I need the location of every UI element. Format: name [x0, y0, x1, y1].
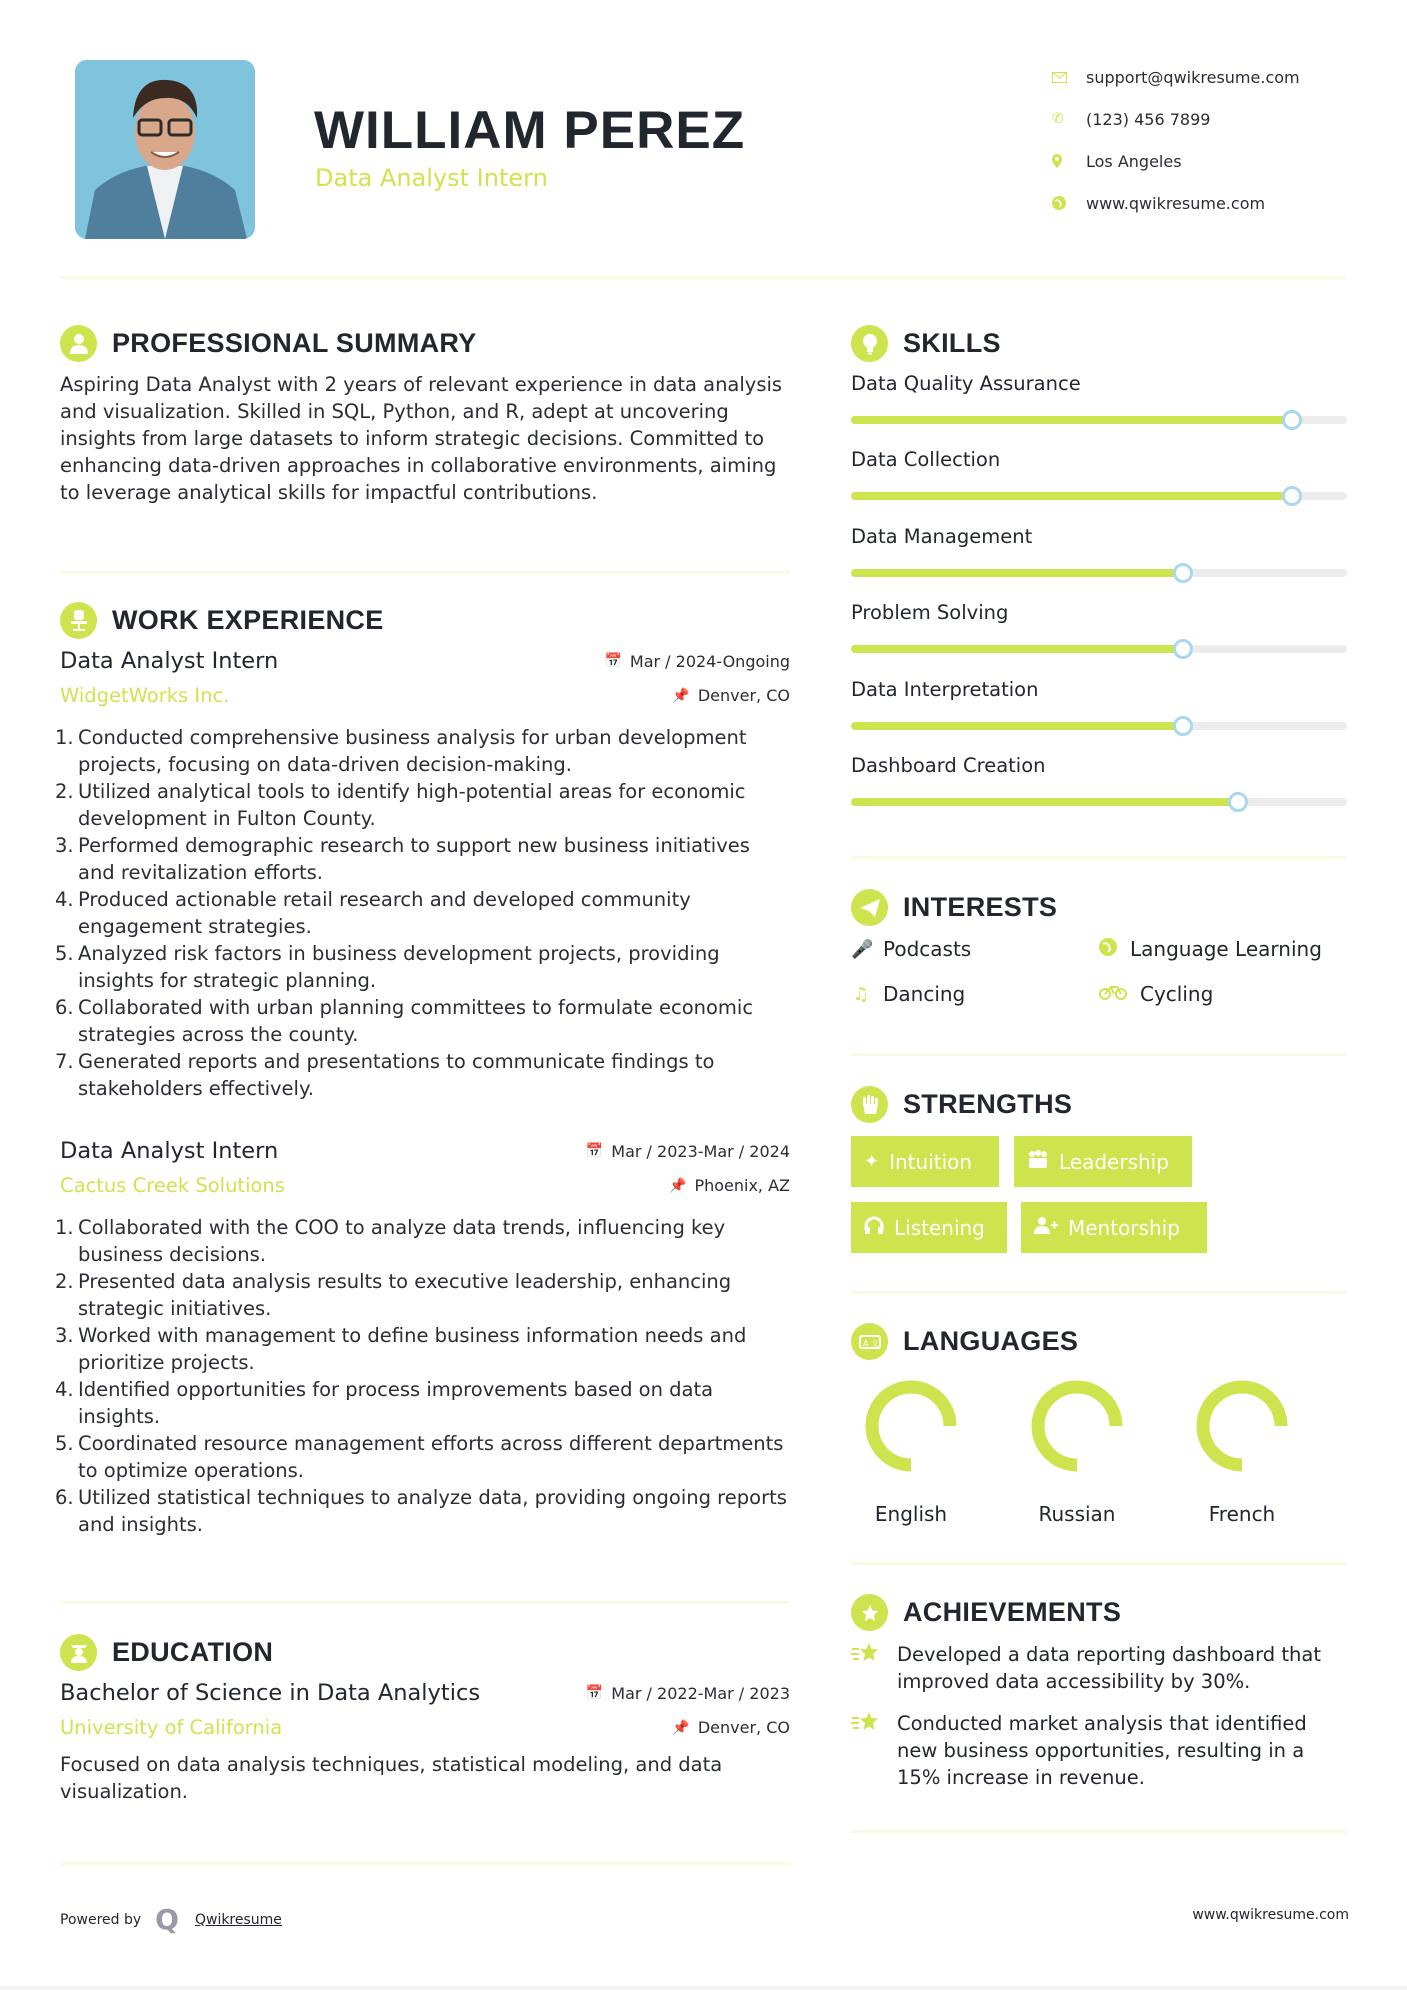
duty-item: 3. Performed demographic research to support new business initiatives and revitalization efforts.	[55, 834, 750, 884]
section-divider	[851, 1830, 1347, 1833]
achievement-item	[851, 1710, 1351, 1791]
graduate-icon	[60, 1634, 97, 1671]
section-divider	[851, 856, 1347, 859]
duty-item: 7. Generated reports and presentations to communicate findings to stakeholders effectively.	[55, 1050, 715, 1100]
skill-thumb[interactable]	[1282, 410, 1302, 430]
pushpin-icon: 📌	[672, 687, 690, 704]
calendar-icon: 📅	[585, 1143, 604, 1159]
skill-fill	[851, 569, 1183, 577]
skill-name: Data Quality Assurance	[851, 372, 1081, 395]
language-name: English	[874, 1502, 948, 1526]
contact-phone-text: (123) 456 7899	[1086, 109, 1211, 129]
skill-name: Data Interpretation	[851, 678, 1039, 701]
education-date-text: Mar / 2022-Mar / 2023	[611, 1683, 790, 1703]
office-chair-icon	[60, 602, 97, 639]
person-photo-icon	[75, 60, 255, 239]
job-entry-2	[55, 1138, 790, 1538]
duty-item: 4. Produced actionable retail research and developed community engagement strategies.	[55, 888, 691, 938]
footer-website[interactable]: www.qwikresume.com	[1192, 1907, 1349, 1923]
footer-powered-by	[60, 1903, 282, 1936]
achievement-text: Developed a data reporting dashboard that improved data accessibility by 30%.	[897, 1643, 1321, 1693]
skill-item	[851, 678, 1347, 730]
strength-chip	[851, 1136, 999, 1187]
contact-email-text: support@qwikresume.com	[1086, 67, 1300, 87]
education-date	[586, 1684, 790, 1703]
interest-item	[1098, 937, 1322, 961]
star-icon	[851, 1710, 897, 1791]
language-item	[1017, 1378, 1137, 1526]
duty-item: 2. Utilized analytical tools to identify high-potential areas for economic development in Fulton County.	[55, 780, 746, 830]
language-name: Russian	[1038, 1502, 1116, 1526]
section-title: STRENGTHS	[903, 1089, 1073, 1119]
section-divider	[60, 571, 790, 574]
section-divider	[851, 1562, 1347, 1565]
duty-item: 5. Analyzed risk factors in business development projects, providing insights for strategic planning.	[55, 942, 720, 992]
skill-slider[interactable]	[851, 645, 1347, 653]
contact-location	[1052, 140, 1300, 182]
header-divider	[60, 276, 1347, 279]
page-bottom-edge	[0, 1986, 1407, 1990]
strength-chip	[1021, 1202, 1207, 1253]
strength-label: Leadership	[1059, 1149, 1169, 1174]
section-title: EDUCATION	[112, 1637, 274, 1667]
duty-item: 6. Utilized statistical techniques to analyze data, providing ongoing reports and insights.	[55, 1486, 787, 1536]
star-badge-icon	[851, 1594, 888, 1631]
strength-label: Mentorship	[1068, 1215, 1180, 1240]
pushpin-icon: 📌	[669, 1177, 687, 1194]
skill-fill	[851, 492, 1292, 500]
job-title: Data Analyst Intern	[60, 648, 279, 674]
interest-item	[1098, 982, 1213, 1006]
skill-item	[851, 448, 1347, 500]
contact-website-text: www.qwikresume.com	[1086, 193, 1266, 213]
section-heading-education	[60, 1634, 273, 1671]
duty-item: 4. Identified opportunities for process improvements based on data insights.	[55, 1378, 714, 1428]
phone-icon: ✆	[1052, 111, 1064, 127]
interest-label: Dancing	[883, 982, 966, 1006]
skill-name: Problem Solving	[851, 601, 1009, 624]
section-title: SKILLS	[903, 328, 1001, 358]
skill-fill	[851, 416, 1292, 424]
section-title: ACHIEVEMENTS	[903, 1597, 1122, 1627]
language-ring	[1029, 1378, 1125, 1474]
powered-by-label: Powered by	[60, 1911, 142, 1928]
skill-fill	[851, 798, 1238, 806]
skill-slider[interactable]	[851, 722, 1347, 730]
duty-item: 6. Collaborated with urban planning committees to formulate economic strategies across the county.	[55, 996, 754, 1046]
section-heading-languages	[851, 1323, 1078, 1360]
interest-label: Podcasts	[883, 937, 972, 961]
qwikresume-logo-icon: Q	[155, 1903, 179, 1936]
candidate-role: Data Analyst Intern	[315, 164, 548, 192]
microphone-icon: 🎤	[851, 938, 874, 960]
skill-name: Data Collection	[851, 448, 1001, 471]
calendar-icon: 📅	[604, 653, 622, 669]
svg-text:文: 文	[870, 1338, 879, 1348]
job-date	[604, 652, 790, 671]
music-note-icon: ♫	[852, 983, 870, 1005]
education-description: Focused on data analysis techniques, statistical modeling, and data visualization.	[60, 1753, 723, 1803]
magic-wand-icon: ✦	[864, 1151, 880, 1172]
contact-website[interactable]	[1052, 182, 1300, 224]
translate-icon	[851, 1323, 888, 1360]
skill-item	[851, 601, 1347, 653]
calendar-icon: 📅	[585, 1685, 604, 1701]
degree-title: Bachelor of Science in Data Analytics	[60, 1680, 481, 1706]
language-item	[851, 1378, 971, 1526]
job-date-text: Mar / 2023-Mar / 2024	[611, 1141, 790, 1161]
achievement-item	[851, 1641, 1351, 1695]
job-entry-1	[55, 648, 790, 1102]
bicycle-icon	[1098, 984, 1128, 1005]
strength-label: Intuition	[889, 1149, 973, 1174]
strength-chip	[1014, 1136, 1192, 1187]
duty-item: 3. Worked with management to define business information needs and prioritize projects.	[55, 1324, 747, 1374]
school-name: University of California	[60, 1716, 283, 1739]
duties-list	[55, 1214, 790, 1538]
fist-icon	[851, 1086, 888, 1123]
job-location	[672, 686, 790, 705]
lightbulb-icon	[851, 325, 888, 362]
section-heading-summary	[60, 325, 477, 362]
section-divider	[60, 1862, 790, 1865]
candidate-name: WILLIAM PEREZ	[314, 101, 746, 160]
language-name: French	[1208, 1502, 1276, 1526]
skill-slider[interactable]	[851, 569, 1347, 577]
strength-label: Listening	[894, 1215, 985, 1240]
job-location-text: Phoenix, AZ	[694, 1176, 790, 1195]
globe-icon	[1098, 938, 1118, 961]
skill-thumb[interactable]	[1173, 716, 1193, 736]
group-icon	[1027, 1150, 1049, 1173]
job-title: Data Analyst Intern	[60, 1138, 279, 1164]
qwikresume-link[interactable]: Qwikresume	[194, 1911, 282, 1928]
section-title: WORK EXPERIENCE	[112, 605, 384, 635]
summary-text: Aspiring Data Analyst with 2 years of relevant experience in data analysis and visualization. Skilled in SQL, Python, and R, adept at uncovering insights from large datasets to inform strategic decisions. Committed to enhancing data-driven approaches in collaborative environments, aiming to leverage analytical skills for impactful contributions.	[60, 373, 783, 504]
section-divider	[851, 1053, 1347, 1056]
paper-plane-icon	[851, 889, 888, 926]
section-heading-skills	[851, 325, 1001, 362]
svg-text:A: A	[862, 1338, 868, 1348]
company-name: Cactus Creek Solutions	[60, 1174, 285, 1197]
interest-label: Language Learning	[1130, 937, 1322, 961]
education-entry	[60, 1680, 790, 1805]
strength-chip	[851, 1202, 1007, 1253]
skill-thumb[interactable]	[1173, 563, 1193, 583]
skill-slider[interactable]	[851, 416, 1347, 424]
duties-list	[55, 724, 790, 1102]
language-item	[1182, 1378, 1302, 1526]
envelope-icon	[1052, 72, 1086, 83]
pushpin-icon: 📌	[672, 1719, 690, 1736]
skill-fill	[851, 645, 1183, 653]
skill-thumb[interactable]	[1282, 486, 1302, 506]
contact-email[interactable]	[1052, 56, 1300, 98]
interest-item	[851, 937, 971, 961]
section-divider	[60, 1601, 790, 1604]
skill-item	[851, 372, 1347, 424]
duty-item: 1. Collaborated with the COO to analyze data trends, influencing key business decisions.	[55, 1216, 726, 1266]
education-location	[672, 1718, 790, 1737]
language-ring	[1194, 1378, 1290, 1474]
job-location-text: Denver, CO	[697, 686, 790, 705]
job-date-text: Mar / 2024-Ongoing	[629, 651, 790, 671]
section-title: INTERESTS	[903, 892, 1058, 922]
interest-item	[851, 982, 965, 1006]
section-title: PROFESSIONAL SUMMARY	[112, 328, 477, 358]
duty-item: 1. Conducted comprehensive business analysis for urban development projects, focusing on data-driven decision-making.	[55, 726, 747, 776]
section-heading-achievements	[851, 1594, 1121, 1631]
skill-slider[interactable]	[851, 798, 1347, 806]
job-date	[586, 1142, 790, 1161]
skill-thumb[interactable]	[1173, 639, 1193, 659]
skill-name: Data Management	[851, 525, 1033, 548]
contact-location-text: Los Angeles	[1086, 151, 1182, 171]
duty-item: 5. Coordinated resource management efforts across different departments to optimize operations.	[55, 1432, 784, 1482]
skill-thumb[interactable]	[1228, 792, 1248, 812]
map-marker-icon	[1052, 154, 1086, 168]
headphones-icon	[864, 1216, 884, 1239]
education-location-text: Denver, CO	[697, 1718, 790, 1737]
job-location	[669, 1176, 790, 1195]
star-icon	[851, 1641, 897, 1695]
profile-photo	[75, 60, 255, 239]
duty-item: 2. Presented data analysis results to executive leadership, enhancing strategic initiatives.	[55, 1270, 732, 1320]
interest-label: Cycling	[1140, 982, 1214, 1006]
section-heading-interests	[851, 889, 1057, 926]
section-heading-experience	[60, 602, 384, 639]
section-title: LANGUAGES	[903, 1326, 1079, 1356]
skill-item	[851, 525, 1347, 577]
user-icon	[60, 325, 97, 362]
skill-slider[interactable]	[851, 492, 1347, 500]
achievement-text: Conducted market analysis that identified new business opportunities, resulting in a 15% increase in revenue.	[897, 1712, 1307, 1789]
skill-fill	[851, 722, 1183, 730]
section-heading-strengths	[851, 1086, 1072, 1123]
user-plus-icon	[1034, 1216, 1058, 1239]
company-name: WidgetWorks Inc.	[60, 684, 230, 707]
contact-list	[1052, 56, 1300, 224]
section-divider	[851, 1291, 1347, 1294]
contact-phone[interactable]	[1052, 98, 1300, 140]
skill-item	[851, 754, 1347, 806]
skill-name: Dashboard Creation	[851, 754, 1046, 777]
globe-icon	[1052, 196, 1086, 210]
language-ring	[863, 1378, 959, 1474]
